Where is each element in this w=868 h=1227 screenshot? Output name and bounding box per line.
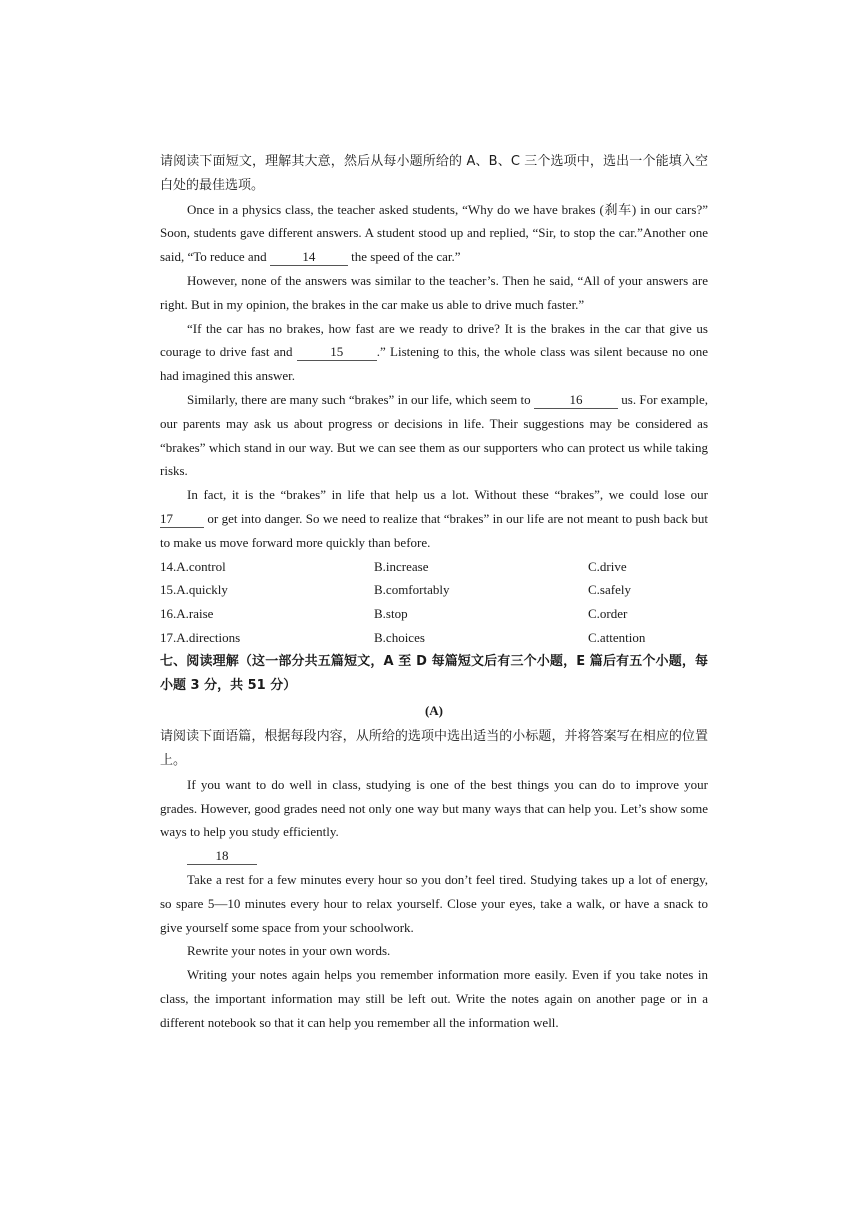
reading-paragraph-2: Take a rest for a few minutes every hour so you don’t feel tired. Studying takes up a lot of energy, so spare 5—10 minutes every hour to relax yourself. Close your eyes, take a walk, or have a snack to give yourself some space from your schoolwork. [160,871,708,935]
option-a: 15.A.quickly [160,582,228,598]
option-row-17 [160,626,708,650]
option-c: C.safely [588,582,631,598]
reading-instruction: 请阅读下面语篇，根据每段内容，从所给的选项中选出适当的小标题，并将答案写在相应的位置上。 [160,729,708,768]
option-row-14 [160,555,708,579]
passage-paragraph-5: In fact, it is the “brakes” in life that help us a lot. Without these “brakes”, we could lose our 17 or get into danger. So we need to realize that “brakes” in our life are not meant to push back but to make us move forward more quickly than before. [160,487,708,550]
option-c: C.order [588,606,628,622]
option-a: 17.A.directions [160,629,241,645]
option-b: B.stop [374,606,408,622]
answer-options [160,555,708,650]
blank-16: 16 [534,392,618,409]
passage-paragraph-2: However, none of the answers was similar to the teacher’s. Then he said, “All of your answers are right. But in my opinion, the brakes in the car make us able to drive much faster.” [160,272,708,312]
reading-heading-2: Rewrite your notes in your own words. [187,943,391,959]
passage-a-title: (A) [424,703,444,719]
option-c: C.drive [588,558,627,574]
reading-paragraph-3: Writing your notes again helps you remember information more easily. Even if you take notes in class, the important information may still be left out. Write the notes again on another page or in a different notebook so that it can help you remember all the information well. [160,967,708,1030]
blank-17: 17 [160,511,204,528]
cloze-instruction: 请阅读下面短文，理解其大意，然后从每小题所给的 A、B、C 三个选项中，选出一个能填入空白处的最佳选项。 [160,154,708,193]
document-page [160,150,708,1034]
passage-paragraph-3: “If the car has no brakes, how fast are we ready to drive? It is the brakes in the car that give us courage to drive fast and 15 .” Listening to this, the whole class was silent because no one had imagined this answer. [160,320,708,384]
passage-paragraph-4: Similarly, there are many such “brakes” in our life, which seem to 16 us. For example, our parents may ask us about progress or decisions in life. Their suggestions may be considered as “brakes” which stand in our way. But we can see them as our supporters who can protect us while taking risks. [160,391,709,479]
blank-14: 14 [270,249,348,266]
option-a: 14.A.control [160,558,226,574]
option-row-16 [160,602,708,626]
option-row-15 [160,578,708,602]
reading-paragraph-1: If you want to do well in class, studying is one of the best things you can do to improve your grades. However, good grades need not only one way but many ways that can help you. Let’s show some ways to help you study efficiently. [160,776,708,840]
blank-18: 18 [187,848,257,865]
option-b: B.comfortably [374,582,450,598]
option-c: C.attention [588,629,646,645]
option-b: B.choices [374,629,425,645]
blank-15: 15 [297,344,377,361]
blank-18-line [160,844,708,868]
passage-paragraph-1: Once in a physics class, the teacher asked students, “Why do we have brakes (刹车) in our cars?” Soon, students gave different answers. A student stood up and replied, “Sir, to stop the car.”Another one said, “To reduce and 14 the speed of the car.” [160,201,708,265]
section-7-heading: 七、阅读理解（这一部分共五篇短文，A 至 D 每篇短文后有三个小题，E 篇后有五个小题，每小题 3 分，共 51 分） [160,653,708,693]
option-b: B.increase [374,558,429,574]
option-a: 16.A.raise [160,606,214,622]
